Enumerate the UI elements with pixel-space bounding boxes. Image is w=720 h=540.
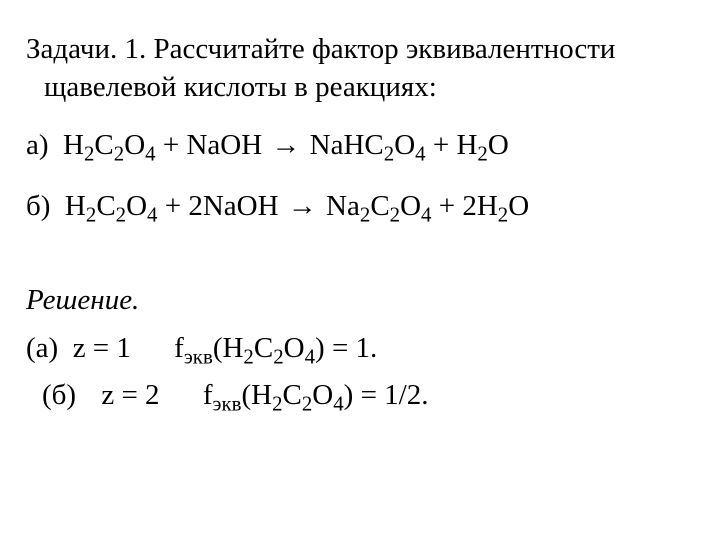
solution-a-label: (а): [26, 332, 59, 364]
task-heading-text-2: щавелевой кислоты в реакциях:: [44, 71, 437, 103]
reaction-arrow-icon: →: [287, 190, 317, 222]
task-heading-line-2: [44, 73, 437, 102]
solution-b: [42, 379, 429, 416]
reaction-b: [26, 190, 530, 227]
solution-title: Решение.: [26, 284, 140, 316]
solution-a-z: z = 1: [72, 332, 131, 364]
task-heading-line-1: [26, 35, 615, 64]
solution-a-f: $f_{экв}(H_2C_2O_4) = 1$.: [174, 332, 378, 369]
reaction-a-formula: $H_2C_2O_4$ + NaOH → $NaHC_2O_4 + H_2O$: [63, 129, 509, 166]
solution-a: [26, 332, 378, 369]
reaction-b-formula: $H_2C_2O_4$ + 2NaOH → $Na_2C_2O_4 + 2H_2O$: [64, 190, 530, 227]
solution-b-f: $f_{экв}(H_2C_2O_4) = 1/2$.: [202, 379, 429, 416]
reaction-a-label: а): [26, 129, 49, 161]
solution-b-label: (б): [42, 379, 77, 411]
reaction-a: [26, 129, 509, 166]
task-heading-text-1: Задачи. 1. Рассчитайте фактор эквивалентности: [26, 33, 616, 65]
solution-b-z: z = 2: [101, 379, 160, 411]
reaction-arrow-icon: →: [271, 129, 301, 161]
reaction-b-label: б): [26, 190, 51, 222]
